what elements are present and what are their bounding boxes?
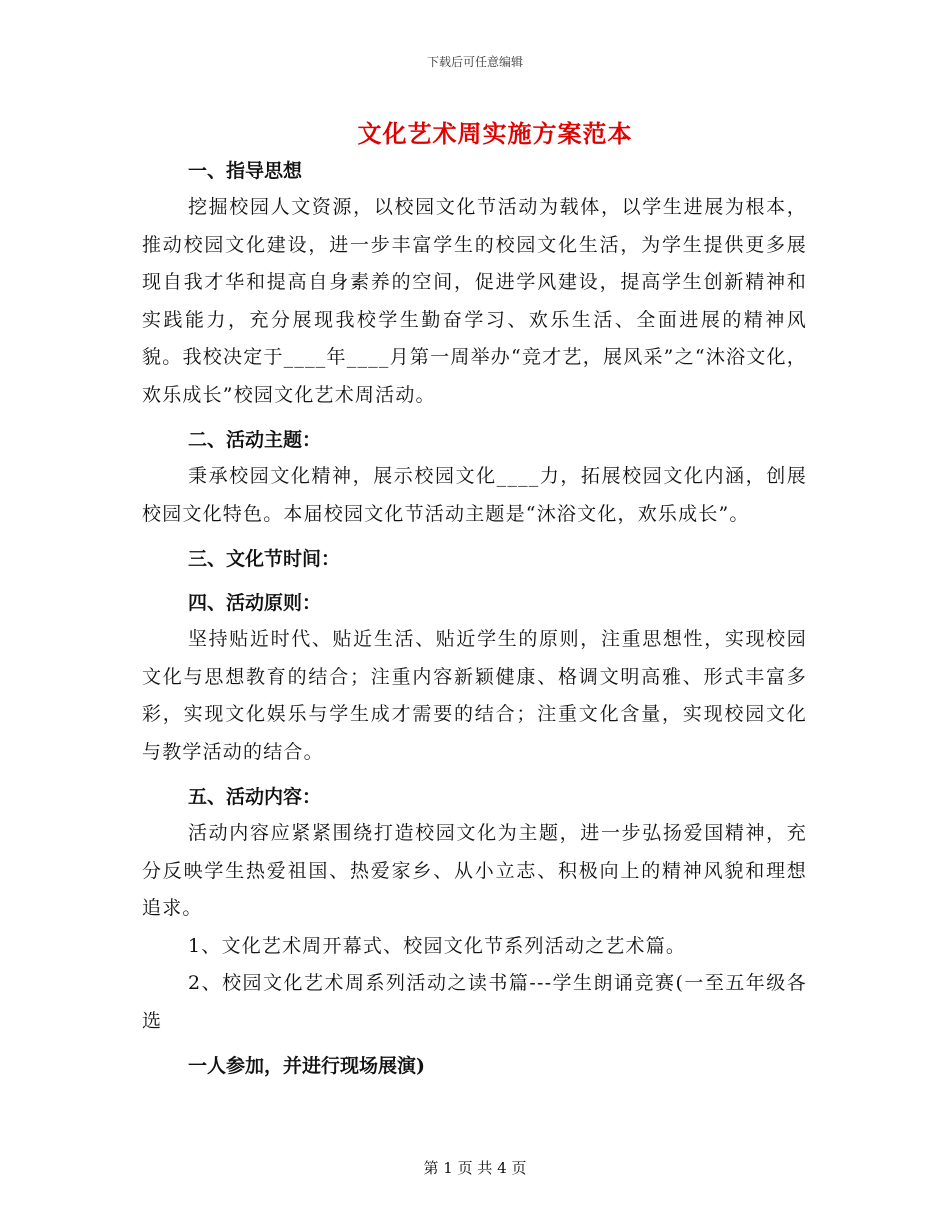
section-heading: 二、活动主题：	[188, 429, 322, 451]
document-title: 文化艺术周实施方案范本	[357, 119, 633, 148]
section-paragraph: 挖掘校园人文资源，以校园文化节活动为载体，以学生进展为根本，推动校园文化建设，进一步丰富学生的校园文化生活，为学生提供更多展现自我才华和提高自身素养的空间，促进学风建设，提高学生创新精神和实践能力，充分展现我校学生勤奋学习、欢乐生活、全面进展的精神风貌。我校决定于____年____月第一周举办“竞才艺，展风采”之“沐浴文化，欢乐成长”校园文化艺术周活动。	[142, 196, 807, 406]
section-paragraph: 秉承校园文化精神，展示校园文化____力，拓展校园文化内涵，创展校园文化特色。本届校园文化节活动主题是“沐浴文化，欢乐成长”。	[142, 465, 807, 525]
section-heading: 五、活动内容：	[188, 786, 322, 808]
section-heading: 四、活动原则：	[188, 592, 322, 614]
section-heading: 一、指导思想	[188, 160, 303, 182]
header-note: 下载后可任意编辑	[426, 55, 523, 69]
section-paragraph: 坚持贴近时代、贴近生活、贴近学生的原则，注重思想性，实现校园文化与思想教育的结合；注重内容新颖健康、格调文明高雅、形式丰富多彩，实现文化娱乐与学生成才需要的结合；注重文化含量，实现校园文化与教学活动的结合。	[142, 628, 807, 763]
document-body	[142, 153, 807, 1084]
section-paragraph: 活动内容应紧紧围绕打造校园文化为主题，进一步弘扬爱国精神，充分反映学生热爱祖国、热爱家乡、从小立志、积极向上的精神风貌和理想追求。	[142, 822, 807, 919]
list-item-continuation: 一人参加，并进行现场展演)	[188, 1055, 425, 1077]
list-item: 1、文化艺术周开幕式、校园文化节系列活动之艺术篇。	[188, 934, 687, 957]
list-item: 2、校园文化艺术周系列活动之读书篇---学生朗诵竞赛(一至五年级各选	[142, 972, 807, 1032]
page-footer: 第 1 页 共 4 页	[423, 1159, 527, 1177]
section-heading: 三、文化节时间：	[188, 548, 341, 570]
